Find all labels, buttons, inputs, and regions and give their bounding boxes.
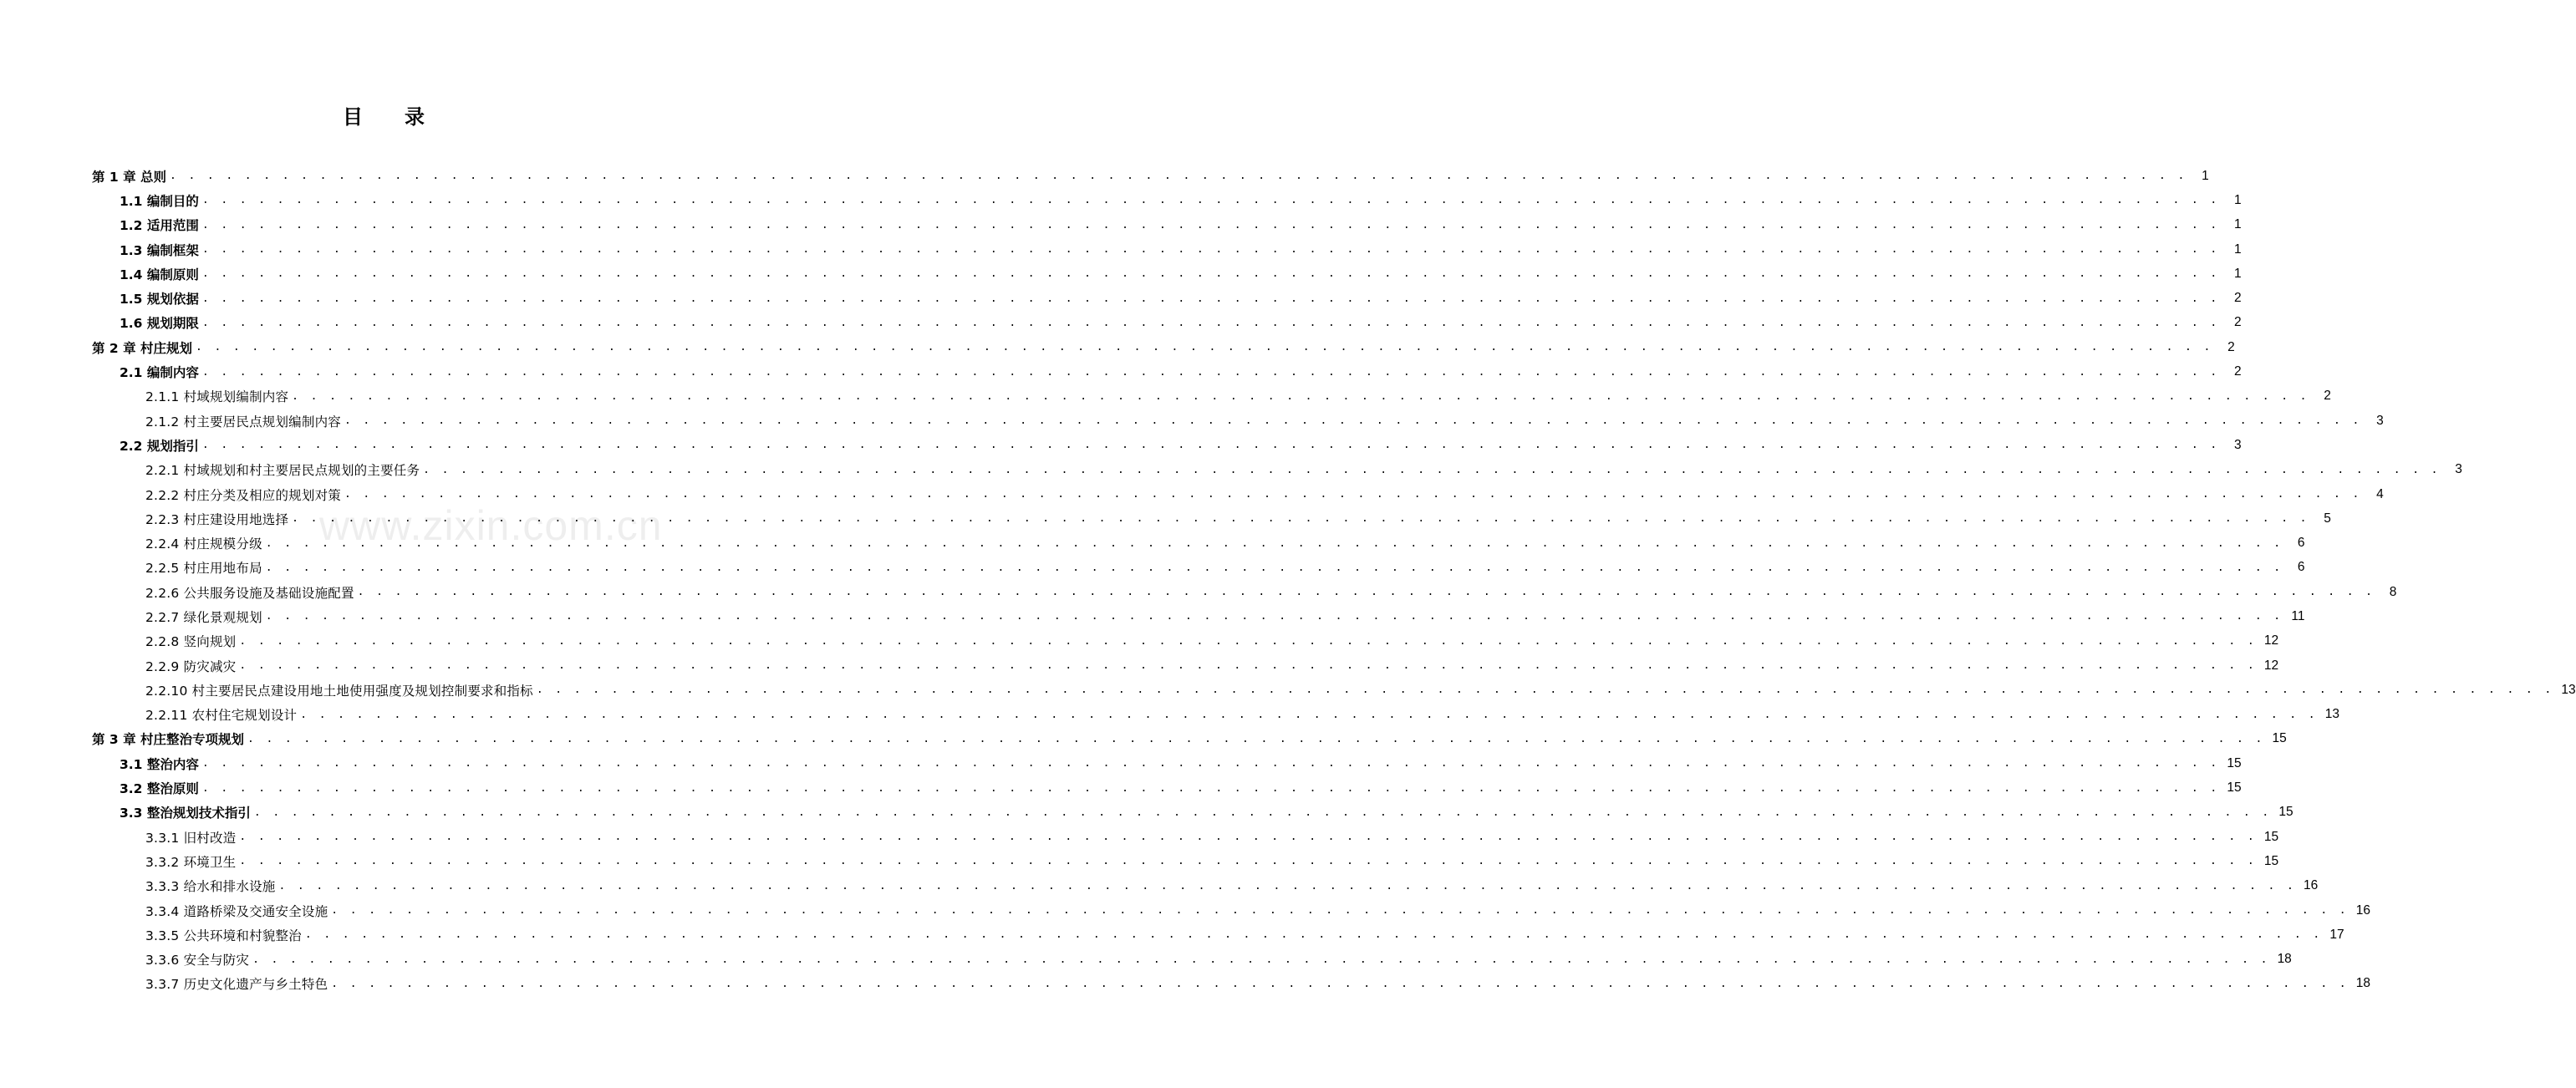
dot-leader: . . . . . . . . . . . . . . . . . . . . . . . . . . . . . . . . . . . . . . . . . . . . . . . . . . . . . . . . . . . . . . . . . . . . . . . . . . . . . . . . . . . . . . . . . . . . . . . . . . . . . . . . . . . .: [201, 316, 2220, 329]
dot-leader: . . . . . . . . . . . . . . . . . . . . . . . . . . . . . . . . . . . . . . . . . . . . . . . . . . . . . . . . . . . . . . . . . . . . . . . . . . . . . . . . . . . . . . . . . . . . . . . . . . . . . . . . . . . .: [265, 610, 2283, 623]
dot-leader: . . . . . . . . . . . . . . . . . . . . . . . . . . . . . . . . . . . . . . . . . . . . . . . . . . . . . . . . . . . . . . . . . . . . . . . . . . . . . . . . . . . . . . . . . . . . . . . . . . . . . . . . . . . .: [252, 953, 2270, 966]
toc-entry[interactable]: [0, 482, 2384, 506]
toc-entry-label: 2.2.10 村主要居民点建设用地土地使用强度及规划控制要求和指标: [145, 683, 533, 699]
table-of-contents: [0, 164, 2576, 996]
toc-entry[interactable]: [0, 164, 2209, 188]
dot-leader: . . . . . . . . . . . . . . . . . . . . . . . . . . . . . . . . . . . . . . . . . . . . . . . . . . . . . . . . . . . . . . . . . . . . . . . . . . . . . . . . . . . . . . . . . . . . . . . . . . . . . . . . . . . .: [201, 365, 2220, 379]
toc-entry[interactable]: [0, 286, 2242, 310]
toc-entry-label: 1.2 适用范围: [120, 218, 199, 234]
dot-leader: . . . . . . . . . . . . . . . . . . . . . . . . . . . . . . . . . . . . . . . . . . . . . . . . . . . . . . . . . . . . . . . . . . . . . . . . . . . . . . . . . . . . . . . . . . . . . . . . . . . . . . . . . . . .: [292, 389, 2309, 403]
toc-entry-page-number: 5: [2324, 511, 2331, 526]
dot-leader: . . . . . . . . . . . . . . . . . . . . . . . . . . . . . . . . . . . . . . . . . . . . . . . . . . . . . . . . . . . . . . . . . . . . . . . . . . . . . . . . . . . . . . . . . . . . . . . . . . . . . . . . . . . .: [247, 732, 2265, 745]
toc-entry-label: 3.3 整治规划技术指引: [120, 806, 251, 821]
toc-entry-label: 2.2.1 村域规划和村主要居民点规划的主要任务: [145, 463, 420, 479]
dot-leader: . . . . . . . . . . . . . . . . . . . . . . . . . . . . . . . . . . . . . . . . . . . . . . . . . . . . . . . . . . . . . . . . . . . . . . . . . . . . . . . . . . . . . . . . . . . . . . . . . . . . . . . . . . . .: [423, 463, 2441, 476]
page-title: [0, 100, 769, 130]
toc-entry[interactable]: [0, 237, 2242, 262]
dot-leader: . . . . . . . . . . . . . . . . . . . . . . . . . . . . . . . . . . . . . . . . . . . . . . . . . . . . . . . . . . . . . . . . . . . . . . . . . . . . . . . . . . . . . . . . . . . . . . . . . . . . . . . . . . . .: [331, 977, 2349, 990]
toc-entry[interactable]: [0, 506, 2331, 531]
toc-entry-page-number: 13: [2561, 682, 2576, 697]
toc-entry[interactable]: [0, 262, 2242, 286]
toc-entry-page-number: 12: [2263, 658, 2279, 673]
toc-entry-page-number: 2: [2227, 339, 2235, 354]
dot-leader: . . . . . . . . . . . . . . . . . . . . . . . . . . . . . . . . . . . . . . . . . . . . . . . . . . . . . . . . . . . . . . . . . . . . . . . . . . . . . . . . . . . . . . . . . . . . . . . . . . . . . . . . . . . .: [253, 806, 2272, 819]
toc-entry-label: 2.2.8 竖向规划: [145, 634, 237, 650]
watermark: www.zixin.com.cn: [319, 502, 663, 549]
toc-entry-label: 3.3.3 给水和排水设施: [145, 879, 276, 895]
dot-leader: . . . . . . . . . . . . . . . . . . . . . . . . . . . . . . . . . . . . . . . . . . . . . . . . . . . . . . . . . . . . . . . . . . . . . . . . . . . . . . . . . . . . . . . . . . . . . . . . . . . . . . . . . . . .: [201, 267, 2220, 281]
toc-entry[interactable]: [0, 458, 2462, 482]
toc-entry-label: 2.2.9 防灾减灾: [145, 658, 237, 674]
toc-entry-label: 2.2.3 村庄建设用地选择: [145, 511, 289, 527]
toc-entry-page-number: 1: [2233, 266, 2242, 281]
toc-entry[interactable]: [0, 874, 2319, 898]
toc-entry-page-number: 2: [2233, 291, 2242, 306]
toc-entry[interactable]: [0, 359, 2242, 384]
toc-entry-label: 2.2 规划指引: [120, 438, 199, 454]
toc-entry-label: 3.3.6 安全与防灾: [145, 953, 250, 969]
toc-entry-page-number: 13: [2324, 707, 2339, 722]
toc-entry[interactable]: [0, 825, 2279, 849]
toc-entry-page-number: 18: [2355, 976, 2371, 991]
toc-entry-page-number: 15: [2278, 805, 2293, 820]
dot-leader: . . . . . . . . . . . . . . . . . . . . . . . . . . . . . . . . . . . . . . . . . . . . . . . . . . . . . . . . . . . . . . . . . . . . . . . . . . . . . . . . . . . . . . . . . . . . . . . . . . . . . . . . . . . .: [201, 218, 2220, 231]
dot-leader: . . . . . . . . . . . . . . . . . . . . . . . . . . . . . . . . . . . . . . . . . . . . . . . . . . . . . . . . . . . . . . . . . . . . . . . . . . . . . . . . . . . . . . . . . . . . . . . . . . . . . . . . . . . .: [201, 757, 2220, 770]
dot-leader: . . . . . . . . . . . . . . . . . . . . . . . . . . . . . . . . . . . . . . . . . . . . . . . . . . . . . . . . . . . . . . . . . . . . . . . . . . . . . . . . . . . . . . . . . . . . . . . . . . . . . . . . . . . .: [344, 414, 2362, 428]
toc-entry[interactable]: [0, 801, 2293, 825]
toc-entry-label: 1.5 规划依据: [120, 292, 199, 308]
dot-leader: . . . . . . . . . . . . . . . . . . . . . . . . . . . . . . . . . . . . . . . . . . . . . . . . . . . . . . . . . . . . . . . . . . . . . . . . . . . . . . . . . . . . . . . . . . . . . . . . . . . . . . . . . . . .: [357, 586, 2375, 599]
dot-leader: . . . . . . . . . . . . . . . . . . . . . . . . . . . . . . . . . . . . . . . . . . . . . . . . . . . . . . . . . . . . . . . . . . . . . . . . . . . . . . . . . . . . . . . . . . . . . . . . . . . . . . . . . . . .: [304, 928, 2323, 942]
toc-entry-label: 2.1.1 村域规划编制内容: [145, 389, 289, 405]
toc-entry-page-number: 16: [2355, 902, 2371, 918]
toc-entry-page-number: 2: [2233, 315, 2242, 330]
toc-entry-label: 3.2 整治原则: [120, 781, 199, 797]
toc-entry[interactable]: [0, 433, 2242, 457]
toc-entry-page-number: 6: [2297, 536, 2305, 551]
toc-entry-label: 3.1 整治内容: [120, 756, 199, 772]
toc-entry[interactable]: [0, 775, 2242, 800]
toc-entry-label: 3.3.4 道路桥梁及交通安全设施: [145, 903, 328, 919]
toc-entry-label: 2.2.11 农村住宅规划设计: [145, 708, 298, 724]
toc-entry-label: 第 1 章 总则: [92, 169, 166, 185]
toc-entry[interactable]: [0, 751, 2242, 775]
dot-leader: . . . . . . . . . . . . . . . . . . . . . . . . . . . . . . . . . . . . . . . . . . . . . . . . . . . . . . . . . . . . . . . . . . . . . . . . . . . . . . . . . . . . . . . . . . . . . . . . . . . . . . . . . . . .: [265, 561, 2283, 574]
dot-leader: . . . . . . . . . . . . . . . . . . . . . . . . . . . . . . . . . . . . . . . . . . . . . . . . . . . . . . . . . . . . . . . . . . . . . . . . . . . . . . . . . . . . . . . . . . . . . . . . . . . . . . . . . . . .: [278, 879, 2297, 892]
toc-entry-page-number: 15: [2227, 755, 2242, 770]
dot-leader: . . . . . . . . . . . . . . . . . . . . . . . . . . . . . . . . . . . . . . . . . . . . . . . . . . . . . . . . . . . . . . . . . . . . . . . . . . . . . . . . . . . . . . . . . . . . . . . . . . . . . . . . . . . .: [201, 292, 2220, 305]
dot-leader: . . . . . . . . . . . . . . . . . . . . . . . . . . . . . . . . . . . . . . . . . . . . . . . . . . . . . . . . . . . . . . . . . . . . . . . . . . . . . . . . . . . . . . . . . . . . . . . . . . . . . . . . . . . .: [300, 708, 2318, 721]
toc-entry[interactable]: [0, 923, 2344, 947]
toc-entry-page-number: 1: [2233, 217, 2242, 232]
dot-leader: . . . . . . . . . . . . . . . . . . . . . . . . . . . . . . . . . . . . . . . . . . . . . . . . . . . . . . . . . . . . . . . . . . . . . . . . . . . . . . . . . . . . . . . . . . . . . . . . . . . . . . . . . . . .: [536, 684, 2554, 697]
toc-entry[interactable]: [0, 653, 2279, 678]
dot-leader: . . . . . . . . . . . . . . . . . . . . . . . . . . . . . . . . . . . . . . . . . . . . . . . . . . . . . . . . . . . . . . . . . . . . . . . . . . . . . . . . . . . . . . . . . . . . . . . . . . . . . . . . . . . .: [201, 194, 2220, 207]
toc-entry[interactable]: [0, 727, 2287, 751]
toc-entry-page-number: 17: [2329, 927, 2344, 942]
toc-entry-page-number: 3: [2376, 413, 2384, 428]
toc-entry-label: 3.3.2 环境卫生: [145, 854, 237, 870]
toc-entry[interactable]: [0, 531, 2305, 555]
toc-entry-label: 1.3 编制框架: [120, 242, 199, 258]
toc-entry-label: 第 3 章 村庄整治专项规划: [92, 732, 244, 748]
toc-entry-page-number: 3: [2455, 462, 2462, 477]
dot-leader: . . . . . . . . . . . . . . . . . . . . . . . . . . . . . . . . . . . . . . . . . . . . . . . . . . . . . . . . . . . . . . . . . . . . . . . . . . . . . . . . . . . . . . . . . . . . . . . . . . . . . . . . . . . .: [265, 536, 2283, 550]
dot-leader: . . . . . . . . . . . . . . . . . . . . . . . . . . . . . . . . . . . . . . . . . . . . . . . . . . . . . . . . . . . . . . . . . . . . . . . . . . . . . . . . . . . . . . . . . . . . . . . . . . . . . . . . . . . .: [344, 488, 2362, 501]
toc-entry[interactable]: [0, 335, 2235, 359]
toc-entry[interactable]: [0, 556, 2305, 580]
toc-entry-label: 2.2.6 公共服务设施及基础设施配置: [145, 585, 354, 601]
dot-leader: . . . . . . . . . . . . . . . . . . . . . . . . . . . . . . . . . . . . . . . . . . . . . . . . . . . . . . . . . . . . . . . . . . . . . . . . . . . . . . . . . . . . . . . . . . . . . . . . . . . . . . . . . . . .: [239, 634, 2258, 648]
dot-leader: . . . . . . . . . . . . . . . . . . . . . . . . . . . . . . . . . . . . . . . . . . . . . . . . . . . . . . . . . . . . . . . . . . . . . . . . . . . . . . . . . . . . . . . . . . . . . . . . . . . . . . . . . . . .: [201, 243, 2220, 257]
toc-entry[interactable]: [0, 384, 2331, 409]
toc-entry-label: 2.2.4 村庄规模分级: [145, 536, 262, 552]
dot-leader: . . . . . . . . . . . . . . . . . . . . . . . . . . . . . . . . . . . . . . . . . . . . . . . . . . . . . . . . . . . . . . . . . . . . . . . . . . . . . . . . . . . . . . . . . . . . . . . . . . . . . . . . . . . .: [331, 904, 2349, 918]
toc-entry-label: 3.3.7 历史文化遗产与乡土特色: [145, 977, 328, 993]
dot-leader: . . . . . . . . . . . . . . . . . . . . . . . . . . . . . . . . . . . . . . . . . . . . . . . . . . . . . . . . . . . . . . . . . . . . . . . . . . . . . . . . . . . . . . . . . . . . . . . . . . . . . . . . . . . .: [169, 170, 2187, 183]
toc-entry[interactable]: [0, 678, 2576, 702]
toc-entry-label: 2.1 编制内容: [120, 365, 199, 381]
toc-entry-page-number: 15: [2227, 780, 2242, 796]
toc-entry-label: 2.2.5 村庄用地布局: [145, 561, 262, 577]
toc-entry-page-number: 2: [2233, 364, 2242, 379]
toc-entry[interactable]: [0, 849, 2279, 873]
toc-entry-label: 2.2.7 绿化景观规划: [145, 609, 262, 625]
toc-entry-label: 2.2.2 村庄分类及相应的规划对策: [145, 487, 341, 503]
toc-entry-label: 1.1 编制目的: [120, 193, 199, 209]
toc-entry-page-number: 4: [2376, 486, 2384, 501]
dot-leader: . . . . . . . . . . . . . . . . . . . . . . . . . . . . . . . . . . . . . . . . . . . . . . . . . . . . . . . . . . . . . . . . . . . . . . . . . . . . . . . . . . . . . . . . . . . . . . . . . . . . . . . . . . . .: [292, 512, 2309, 526]
title-char-2: 录: [405, 105, 426, 129]
toc-entry[interactable]: [0, 898, 2371, 923]
toc-entry-page-number: 15: [2263, 853, 2279, 868]
toc-entry-page-number: 12: [2263, 633, 2279, 648]
toc-entry-label: 1.4 编制原则: [120, 267, 199, 282]
toc-entry-page-number: 1: [2233, 241, 2242, 257]
toc-entry-page-number: 6: [2297, 560, 2305, 575]
toc-entry[interactable]: [0, 580, 2397, 604]
toc-entry-label: 3.3.5 公共环境和村貌整治: [145, 928, 302, 943]
toc-entry[interactable]: [0, 604, 2305, 628]
toc-entry[interactable]: [0, 311, 2242, 335]
toc-entry-label: 第 2 章 村庄规划: [92, 340, 192, 356]
toc-entry-page-number: 11: [2291, 608, 2305, 623]
dot-leader: . . . . . . . . . . . . . . . . . . . . . . . . . . . . . . . . . . . . . . . . . . . . . . . . . . . . . . . . . . . . . . . . . . . . . . . . . . . . . . . . . . . . . . . . . . . . . . . . . . . . . . . . . . . .: [201, 439, 2220, 452]
toc-entry-label: 1.6 规划期限: [120, 316, 199, 332]
dot-leader: . . . . . . . . . . . . . . . . . . . . . . . . . . . . . . . . . . . . . . . . . . . . . . . . . . . . . . . . . . . . . . . . . . . . . . . . . . . . . . . . . . . . . . . . . . . . . . . . . . . . . . . . . . . .: [239, 831, 2258, 844]
toc-entry-label: 2.1.2 村主要居民点规划编制内容: [145, 414, 341, 430]
title-char-1: 目: [343, 105, 364, 129]
toc-entry-page-number: 16: [2303, 878, 2319, 893]
toc-entry-page-number: 8: [2389, 584, 2397, 599]
toc-entry[interactable]: [0, 629, 2279, 653]
toc-entry-page-number: 2: [2324, 389, 2331, 404]
dot-leader: . . . . . . . . . . . . . . . . . . . . . . . . . . . . . . . . . . . . . . . . . . . . . . . . . . . . . . . . . . . . . . . . . . . . . . . . . . . . . . . . . . . . . . . . . . . . . . . . . . . . . . . . . . . .: [201, 781, 2220, 795]
toc-entry-page-number: 18: [2277, 952, 2292, 967]
dot-leader: . . . . . . . . . . . . . . . . . . . . . . . . . . . . . . . . . . . . . . . . . . . . . . . . . . . . . . . . . . . . . . . . . . . . . . . . . . . . . . . . . . . . . . . . . . . . . . . . . . . . . . . . . . . .: [239, 855, 2258, 868]
toc-entry-label: 3.3.1 旧村改造: [145, 830, 237, 846]
toc-entry[interactable]: [0, 703, 2339, 727]
toc-entry[interactable]: [0, 409, 2384, 433]
toc-entry[interactable]: [0, 188, 2242, 212]
dot-leader: . . . . . . . . . . . . . . . . . . . . . . . . . . . . . . . . . . . . . . . . . . . . . . . . . . . . . . . . . . . . . . . . . . . . . . . . . . . . . . . . . . . . . . . . . . . . . . . . . . . . . . . . . . . .: [195, 341, 2213, 354]
toc-entry-page-number: 15: [2263, 829, 2279, 844]
toc-entry[interactable]: [0, 972, 2371, 996]
toc-entry-page-number: 3: [2233, 437, 2242, 452]
toc-entry-page-number: 1: [2233, 192, 2242, 207]
dot-leader: . . . . . . . . . . . . . . . . . . . . . . . . . . . . . . . . . . . . . . . . . . . . . . . . . . . . . . . . . . . . . . . . . . . . . . . . . . . . . . . . . . . . . . . . . . . . . . . . . . . . . . . . . . . .: [239, 659, 2258, 673]
toc-entry[interactable]: [0, 213, 2242, 237]
toc-entry[interactable]: [0, 948, 2292, 972]
toc-entry-page-number: 15: [2272, 731, 2287, 746]
toc-entry-page-number: 1: [2202, 168, 2209, 183]
